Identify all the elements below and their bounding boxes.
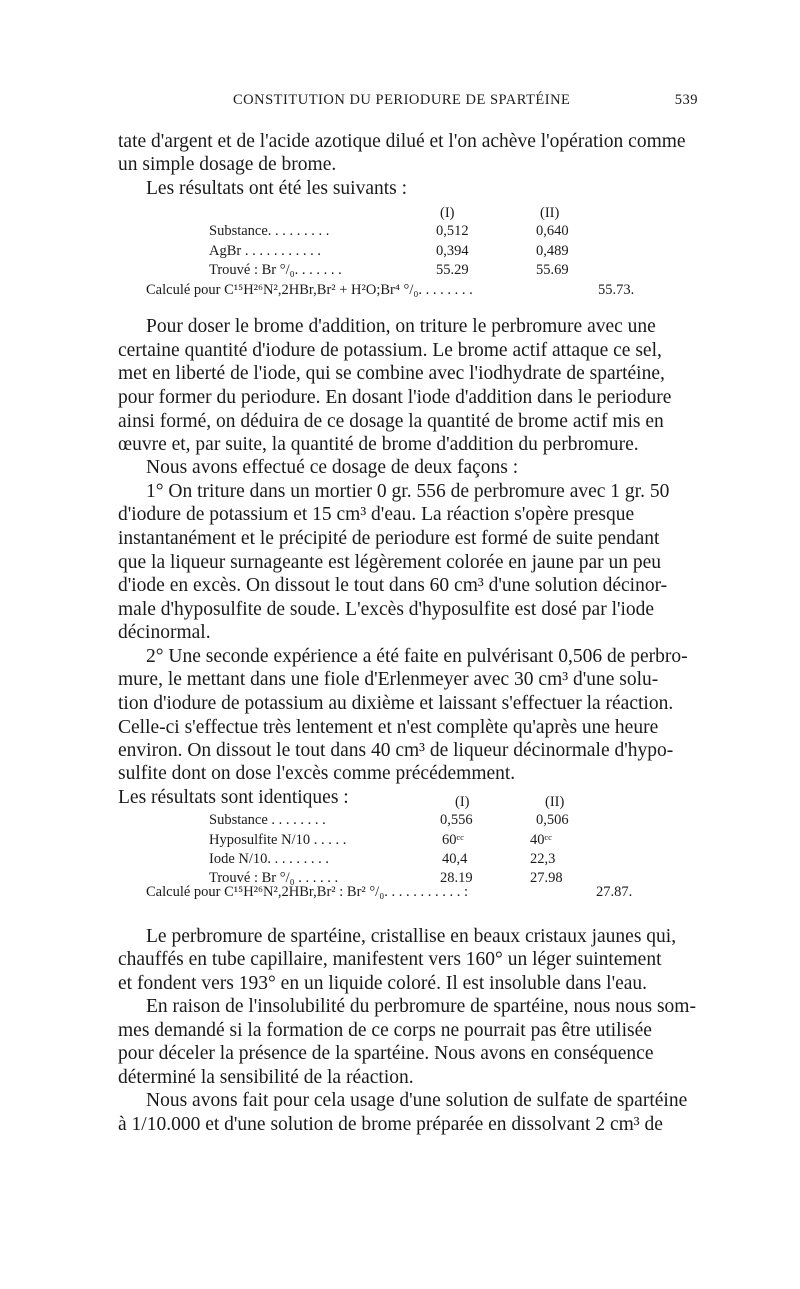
text-line: Les résultats ont été les suivants : xyxy=(146,178,408,199)
cell: 27.98 xyxy=(530,870,563,886)
text-line: 1° On triture dans un mortier 0 gr. 556 de perbromure avec 1 gr. 50 xyxy=(146,481,670,502)
results-table-2 xyxy=(0,792,800,892)
cell: 40ᶜᶜ xyxy=(530,832,552,848)
text-line: certaine quantité d'iodure de potassium. Le brome actif attaque ce sel, xyxy=(118,340,662,361)
row-label: AgBr . . . . . . . . . . . xyxy=(209,243,321,259)
row-label: Trouvé : Br °/₀. . . . . . . xyxy=(209,262,342,278)
text-line: tate d'argent et de l'acide azotique dilué et l'on achève l'opération comme xyxy=(118,131,686,152)
text-line: Nous avons effectué ce dosage de deux façons : xyxy=(146,457,519,478)
calculated-label: Calculé pour C¹⁵H²⁶N²,2HBr,Br² : Br² °/₀. . . . . . . . . . . : xyxy=(146,884,469,900)
cell: 0,556 xyxy=(440,812,473,828)
row-label: Iode N/10. . . . . . . . . xyxy=(209,851,330,867)
text-line: mes demandé si la formation de ce corps ne pourrait pas être utilisée xyxy=(118,1020,652,1041)
cell: 55.69 xyxy=(536,262,569,278)
calculated-label: Calculé pour C¹⁵H²⁶N²,2HBr,Br² + H²O;Br⁴ °/₀. . . . . . . . xyxy=(146,282,473,298)
cell: 22,3 xyxy=(530,851,556,867)
column-header: (II) xyxy=(545,794,565,810)
cell: 28.19 xyxy=(440,870,473,886)
row-label: Substance. . . . . . . . . xyxy=(209,223,330,239)
text-line: œuvre et, par suite, la quantité de brome d'addition du perbromure. xyxy=(118,434,639,455)
text-line: que la liqueur surnageante est légèrement colorée en jaune par un peu xyxy=(118,552,662,573)
calculated-value: 27.87. xyxy=(596,884,633,900)
page-number: 539 xyxy=(674,92,698,108)
text-line: environ. On dissout le tout dans 40 cm³ de liqueur décinormale d'hypo- xyxy=(118,740,674,761)
text-line: Pour doser le brome d'addition, on triture le perbromure avec une xyxy=(146,316,656,337)
cell: 55.29 xyxy=(436,262,469,278)
text-line: un simple dosage de brome. xyxy=(118,154,337,175)
text-line: d'iodure de potassium et 15 cm³ d'eau. La réaction s'opère presque xyxy=(118,504,635,525)
column-header: (II) xyxy=(540,205,560,221)
calculated-value: 55.73. xyxy=(598,282,635,298)
text-line: sulfite dont on dose l'excès comme précédemment. xyxy=(118,763,516,784)
text-line: Nous avons fait pour cela usage d'une solution de sulfate de spartéine xyxy=(146,1090,688,1111)
text-line: décinormal. xyxy=(118,622,211,643)
column-header: (I) xyxy=(440,205,455,221)
text-line: pour former du periodure. En dosant l'iode d'addition dans le periodure xyxy=(118,387,672,408)
text-line: Les résultats sont identiques : xyxy=(118,787,349,808)
column-header: (I) xyxy=(455,794,470,810)
cell: 0,489 xyxy=(536,243,569,259)
text-line: 2° Une seconde expérience a été faite en pulvérisant 0,506 de perbro- xyxy=(146,646,688,667)
text-line: En raison de l'insolubilité du perbromure de spartéine, nous nous som- xyxy=(146,996,696,1017)
text-line: instantanément et le précipité de periodure est formé de suite pendant xyxy=(118,528,660,549)
text-line: à 1/10.000 et d'une solution de brome préparée en dissolvant 2 cm³ de xyxy=(118,1114,663,1135)
row-label: Substance . . . . . . . . xyxy=(209,812,326,828)
row-label: Trouvé : Br °/₀ . . . . . . xyxy=(209,870,339,886)
row-label: Hyposulfite N/10 . . . . . xyxy=(209,832,347,848)
text-line: tion d'iodure de potassium au dixième et laissant s'effectuer la réaction. xyxy=(118,693,674,714)
text-line: Le perbromure de spartéine, cristallise en beaux cristaux jaunes qui, xyxy=(146,926,677,947)
text-line: pour déceler la présence de la spartéine. Nous avons en conséquence xyxy=(118,1043,654,1064)
text-line: d'iode en excès. On dissout le tout dans 60 cm³ d'une solution décinor- xyxy=(118,575,668,596)
text-line: chauffés en tube capillaire, manifestent vers 160° un léger suintement xyxy=(118,949,662,970)
text-line: ainsi formé, on déduira de ce dosage la quantité de brome actif mis en xyxy=(118,411,664,432)
text-line: Celle-ci s'effectue très lentement et n'est complète qu'après une heure xyxy=(118,717,659,738)
text-line: et fondent vers 193° en un liquide coloré. Il est insoluble dans l'eau. xyxy=(118,973,648,994)
results-table-1 xyxy=(0,203,800,283)
cell: 0,640 xyxy=(536,223,569,239)
cell: 40,4 xyxy=(442,851,468,867)
text-line: male d'hyposulfite de soude. L'excès d'hyposulfite est dosé par l'iode xyxy=(118,599,655,620)
cell: 0,512 xyxy=(436,223,469,239)
cell: 60ᶜᶜ xyxy=(442,832,464,848)
cell: 0,506 xyxy=(536,812,569,828)
text-line: mure, le mettant dans une fiole d'Erlenmeyer avec 30 cm³ d'une solu- xyxy=(118,669,659,690)
running-title: CONSTITUTION DU PERIODURE DE SPARTÉINE xyxy=(233,92,571,108)
cell: 0,394 xyxy=(436,243,469,259)
text-line: déterminé la sensibilité de la réaction. xyxy=(118,1067,414,1088)
running-header xyxy=(118,92,698,112)
text-line: met en liberté de l'iode, qui se combine avec l'iodhydrate de spartéine, xyxy=(118,363,665,384)
